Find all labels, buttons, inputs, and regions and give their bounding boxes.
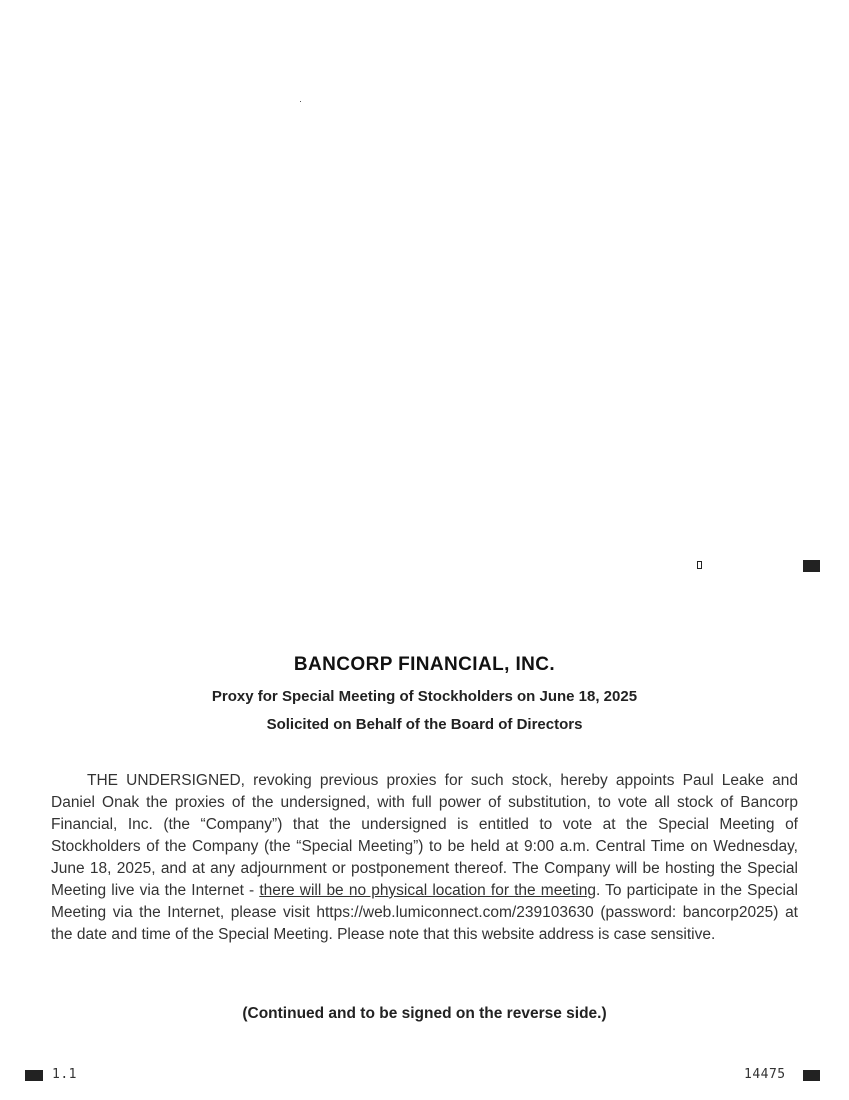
solicitation-subtitle: Solicited on Behalf of the Board of Directors (266, 716, 583, 733)
company-name: BANCORP FINANCIAL, INC. (293, 654, 556, 675)
paragraph-text-2: . To participate in the Special Meeting via the Internet, please visit https://web.lumiconnect.com/239103630 (password: bancorp2025) at the date and time of the Special Meeting. Please note that this website address is case sensitive. (51, 882, 798, 943)
paragraph-text-1: THE UNDERSIGNED, revoking previous proxies for such stock, hereby appoints Paul Leake and Daniel Onak the proxies of the undersigned, with full power of substitution, to vote all stock of Bancorp Financial, Inc. (the “Company”) that the undersigned is entitled to vote at the Special Meeting of Stockholders of the Company (the “Special Meeting”) to be held at 9:00 a.m. Central Time on Wednesday, June 18, 2025, and at any adjournment or postponement thereof. The Company will be hosting the Special Meeting live via the Internet - (51, 772, 798, 899)
paragraph-underlined-text: there will be no physical location for the meeting (259, 882, 596, 899)
registration-mark-bottom-right (803, 1070, 820, 1081)
stray-dot (300, 101, 301, 102)
registration-mark-bottom-left (25, 1070, 43, 1081)
continued-note: (Continued and to be signed on the reverse side.) (242, 1005, 607, 1022)
registration-mark-top-right (803, 560, 820, 572)
footer-code-right: 14475 (744, 1067, 786, 1082)
registration-mark-hollow (697, 561, 702, 569)
footer-code-left: 1.1 (52, 1067, 77, 1082)
proxy-paragraph (51, 770, 798, 946)
proxy-subtitle: Proxy for Special Meeting of Stockholders on June 18, 2025 (211, 688, 638, 705)
